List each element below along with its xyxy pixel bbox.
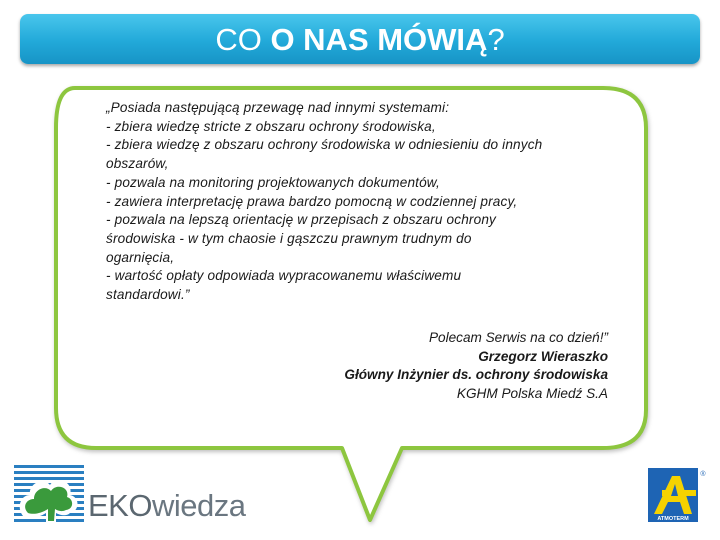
eko-part: EKO bbox=[88, 488, 152, 523]
atmoterm-name: ATMOTERM bbox=[657, 516, 689, 522]
quote-line: - zawiera interpretację prawa bardzo pomocną w codziennej pracy, bbox=[106, 193, 518, 209]
testimonial-signature bbox=[260, 329, 608, 403]
quote-line: - pozwala na lepszą orientację w przepisach z obszaru ochrony bbox=[106, 212, 496, 228]
quote-line: „Posiada następującą przewagę nad innymi systemami: bbox=[106, 100, 450, 115]
author-position: Główny Inżynier ds. ochrony środowiska bbox=[344, 367, 608, 382]
wiedza-part: wiedza bbox=[151, 488, 246, 523]
quote-line: standardowi.” bbox=[106, 287, 190, 303]
title-suffix: ? bbox=[487, 22, 505, 57]
quote-line: środowiska - w tym chaosie i gąszczu prawnym trudnym do bbox=[106, 230, 472, 246]
quote-line: obszarów, bbox=[106, 156, 169, 172]
ekowiedza-logo-text bbox=[88, 488, 245, 524]
atmoterm-logo-icon bbox=[648, 468, 708, 526]
quote-line: ogarnięcia, bbox=[106, 249, 175, 265]
author-company: KGHM Polska Miedź S.A bbox=[456, 385, 608, 401]
title-prefix: CO bbox=[215, 22, 271, 57]
title-bold: O NAS MÓWIĄ bbox=[270, 22, 488, 57]
ekowiedza-tree-icon bbox=[14, 465, 84, 525]
testimonial-quote bbox=[106, 99, 621, 305]
quote-line: - zbiera wiedzę stricte z obszaru ochrony środowiska, bbox=[106, 118, 436, 134]
quote-line: - wartość opłaty odpowiada wypracowanemu właściwemu bbox=[106, 268, 462, 284]
quote-line: - zbiera wiedzę z obszaru ochrony środowiska w odniesieniu do innych bbox=[106, 137, 543, 153]
recommendation-text: Polecam Serwis na co dzień!” bbox=[428, 330, 608, 345]
registered-mark: ® bbox=[700, 471, 706, 478]
author-name: Grzegorz Wieraszko bbox=[478, 348, 608, 364]
quote-line: - pozwala na monitoring projektowanych dokumentów, bbox=[106, 174, 440, 190]
